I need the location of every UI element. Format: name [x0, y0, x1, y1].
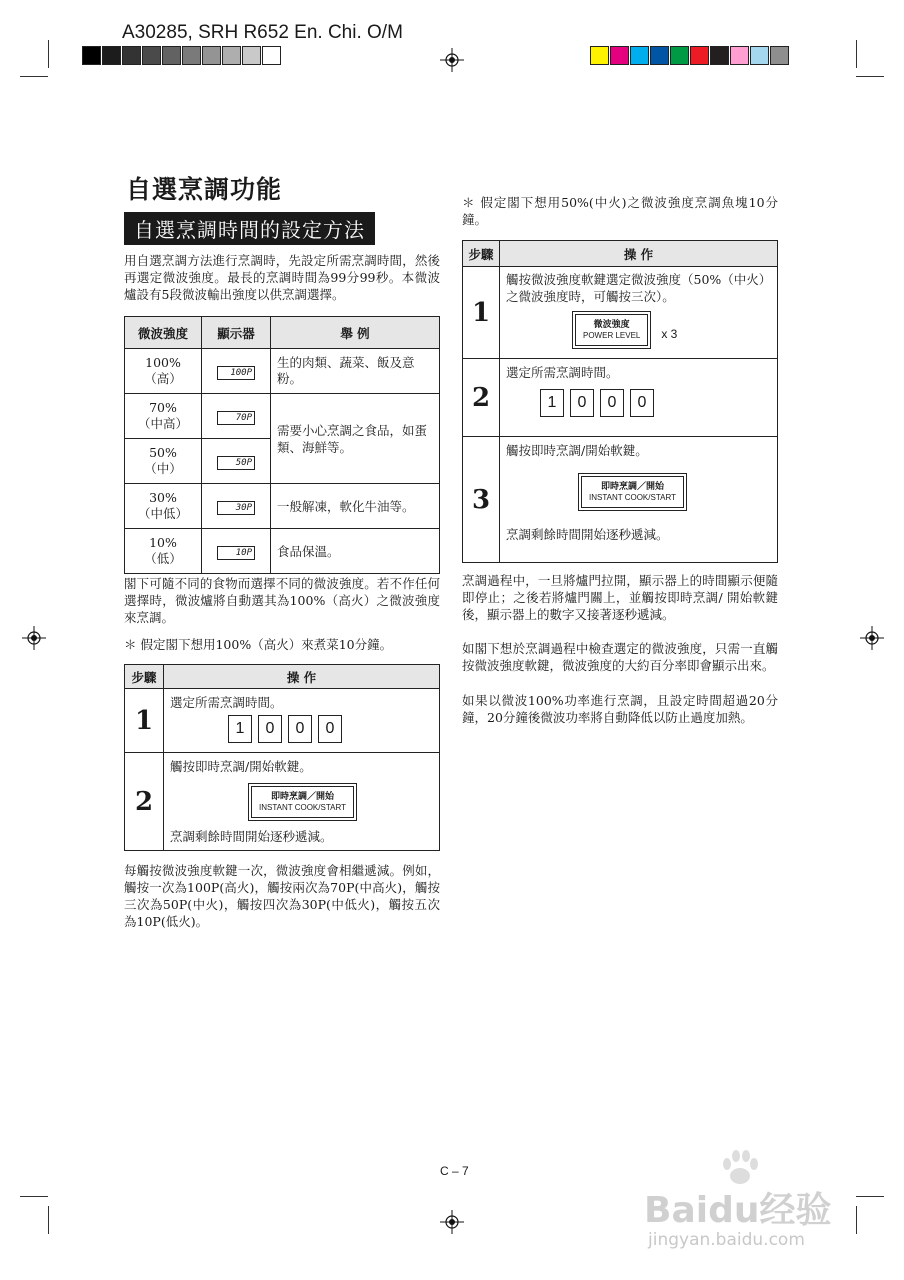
table-row	[463, 359, 778, 437]
step-number: 2	[125, 753, 164, 851]
digit-key[interactable]: 0	[288, 715, 312, 743]
digit-key[interactable]: 0	[630, 389, 654, 417]
intro-paragraph: 用自選烹調方法進行烹調時，先設定所需烹調時間，然後再選定微波強度。最長的烹調時間為99分99秒。本微波爐設有5段微波輸出強度以供烹調選擇。	[124, 253, 440, 302]
power-level: （高）	[144, 371, 182, 386]
step-text: 選定所需烹調時間。	[170, 695, 283, 710]
step-number: 2	[463, 359, 500, 437]
table-row	[463, 437, 778, 563]
calibration-swatch	[162, 46, 181, 65]
instant-cook-start-button[interactable]: 即時烹調／開始 INSTANT COOK/START	[251, 786, 354, 818]
registration-mark-icon	[440, 48, 464, 72]
crop-mark	[48, 1206, 49, 1234]
table-row	[125, 394, 440, 439]
crop-mark	[48, 40, 49, 68]
table-header: 步驟	[463, 241, 500, 267]
power-value: 100%	[145, 355, 181, 370]
power-level: （中高）	[137, 416, 188, 431]
calibration-swatch	[102, 46, 121, 65]
step-number: 3	[463, 437, 500, 563]
example2-intro: ＊ 假定閣下想用50%(中火)之微波強度烹調魚塊10分鐘。	[462, 195, 778, 227]
registration-mark-icon	[440, 1210, 464, 1234]
press-count: x 3	[661, 327, 678, 341]
power-level: （低）	[144, 551, 182, 566]
calibration-swatch	[690, 46, 709, 65]
crop-mark	[856, 1206, 857, 1234]
check-power-note: 如閣下想於烹調過程中檢查選定的微波強度，只需一直觸按微波強度軟鍵，微波強度的大約百分率即會顯示出來。	[462, 641, 778, 673]
calibration-swatch	[610, 46, 629, 65]
power-level: （中）	[144, 461, 182, 476]
example-text: 生的肉類、蔬菜、飯及意粉。	[271, 349, 440, 394]
calibration-swatch	[630, 46, 649, 65]
display-readout: 30P	[217, 501, 255, 515]
digit-key[interactable]: 0	[600, 389, 624, 417]
display-readout: 70P	[217, 411, 255, 425]
step-number: 1	[125, 689, 164, 753]
step-text: 觸按微波強度軟鍵選定微波強度（50%（中火）之微波強度時，可觸按三次）。	[506, 272, 766, 304]
digit-key[interactable]: 0	[570, 389, 594, 417]
digit-key[interactable]: 0	[318, 715, 342, 743]
calibration-swatch	[222, 46, 241, 65]
table-header: 顯示器	[202, 317, 271, 349]
calibration-swatch	[182, 46, 201, 65]
crop-mark	[20, 1196, 48, 1197]
example1-steps-table	[124, 664, 440, 851]
crop-mark	[20, 76, 48, 77]
step-number: 1	[463, 267, 500, 359]
page-number: C – 7	[440, 1164, 469, 1178]
instant-cook-start-button[interactable]: 即時烹調／開始 INSTANT COOK/START	[581, 476, 684, 508]
calibration-swatch	[710, 46, 729, 65]
door-open-note: 烹調過程中，一旦將爐門拉開，顯示器上的時間顯示便隨即停止；之後若將爐門關上，並觸按即時烹調/ 開始軟鍵後，顯示器上的數字又接著逐秒遞減。	[462, 573, 778, 622]
power-value: 30%	[149, 490, 177, 505]
table-header: 步驟	[125, 665, 164, 689]
power-value: 50%	[149, 445, 177, 460]
calibration-swatch	[590, 46, 609, 65]
table-row	[463, 267, 778, 359]
crop-mark	[856, 1196, 884, 1197]
step-text: 觸按即時烹調/開始軟鍵。	[506, 443, 648, 458]
calibration-swatch	[730, 46, 749, 65]
calibration-swatch	[750, 46, 769, 65]
calibration-swatch	[202, 46, 221, 65]
digit-key[interactable]: 1	[228, 715, 252, 743]
example-text: 一般解凍，軟化牛油等。	[271, 484, 440, 529]
power-value: 10%	[149, 535, 177, 550]
watermark-brand: Baidu经验	[644, 1190, 832, 1231]
table-row	[125, 529, 440, 574]
example-text: 需要小心烹調之食品，如蛋類、海鮮等。	[271, 394, 440, 484]
table-row	[125, 689, 440, 753]
table-header: 微波強度	[125, 317, 202, 349]
example-text: 食品保溫。	[271, 529, 440, 574]
calibration-swatch	[242, 46, 261, 65]
digit-key[interactable]: 1	[540, 389, 564, 417]
table-row	[125, 753, 440, 851]
example1-intro: ＊ 假定閣下想用100%（高火）來煮菜10分鐘。	[124, 637, 393, 652]
table-row	[125, 484, 440, 529]
step-result-text: 烹調剩餘時間開始逐秒遞減。	[170, 829, 333, 844]
table-header: 舉 例	[271, 317, 440, 349]
power-value: 70%	[149, 400, 177, 415]
document-code: A30285, SRH R652 En. Chi. O/M	[122, 22, 403, 43]
power-level-button[interactable]: 微波強度 POWER LEVEL	[575, 314, 648, 346]
calibration-swatch	[770, 46, 789, 65]
calibration-swatch	[122, 46, 141, 65]
calibration-swatch	[650, 46, 669, 65]
crop-mark	[856, 76, 884, 77]
registration-mark-icon	[22, 626, 46, 650]
table-header: 操 作	[500, 241, 778, 267]
display-readout: 50P	[217, 456, 255, 470]
baidu-watermark	[640, 1148, 840, 1258]
display-readout: 100P	[217, 366, 255, 380]
power-selection-note: 閣下可隨不同的食物而選擇不同的微波強度。若不作任何選擇時，微波爐將自動選其為100%（高火）之微波強度來烹調。	[124, 576, 440, 625]
power-level: （中低）	[137, 506, 188, 521]
display-readout: 10P	[217, 546, 255, 560]
example2-steps-table	[462, 240, 778, 563]
section-title: 自選烹調時間的設定方法	[124, 212, 375, 245]
digit-key[interactable]: 0	[258, 715, 282, 743]
crop-mark	[856, 40, 857, 68]
step-text: 選定所需烹調時間。	[506, 365, 619, 380]
table-row	[125, 349, 440, 394]
power-level-table	[124, 316, 440, 574]
page-title: 自選烹調功能	[126, 175, 283, 204]
calibration-swatch	[142, 46, 161, 65]
calibration-swatch	[670, 46, 689, 65]
power-cycle-note: 每觸按微波強度軟鍵一次，微波強度會相繼遞減。例如，觸按一次為100P(高火)，觸按兩次為70P(中高火)，觸按三次為50P(中火)，觸按四次為30P(中低火)，觸按五次為10P(低火)。	[124, 863, 440, 929]
calibration-swatch	[82, 46, 101, 65]
step-text: 觸按即時烹調/開始軟鍵。	[170, 759, 312, 774]
step-result-text: 烹調剩餘時間開始逐秒遞減。	[506, 527, 669, 542]
registration-mark-icon	[860, 626, 884, 650]
watermark-url: jingyan.baidu.com	[648, 1230, 805, 1250]
auto-reduce-note: 如果以微波100%功率進行烹調，且設定時間超過20分鐘，20分鐘後微波功率將自動降低以防止過度加熱。	[462, 693, 778, 725]
calibration-swatch	[262, 46, 281, 65]
table-header: 操 作	[164, 665, 440, 689]
